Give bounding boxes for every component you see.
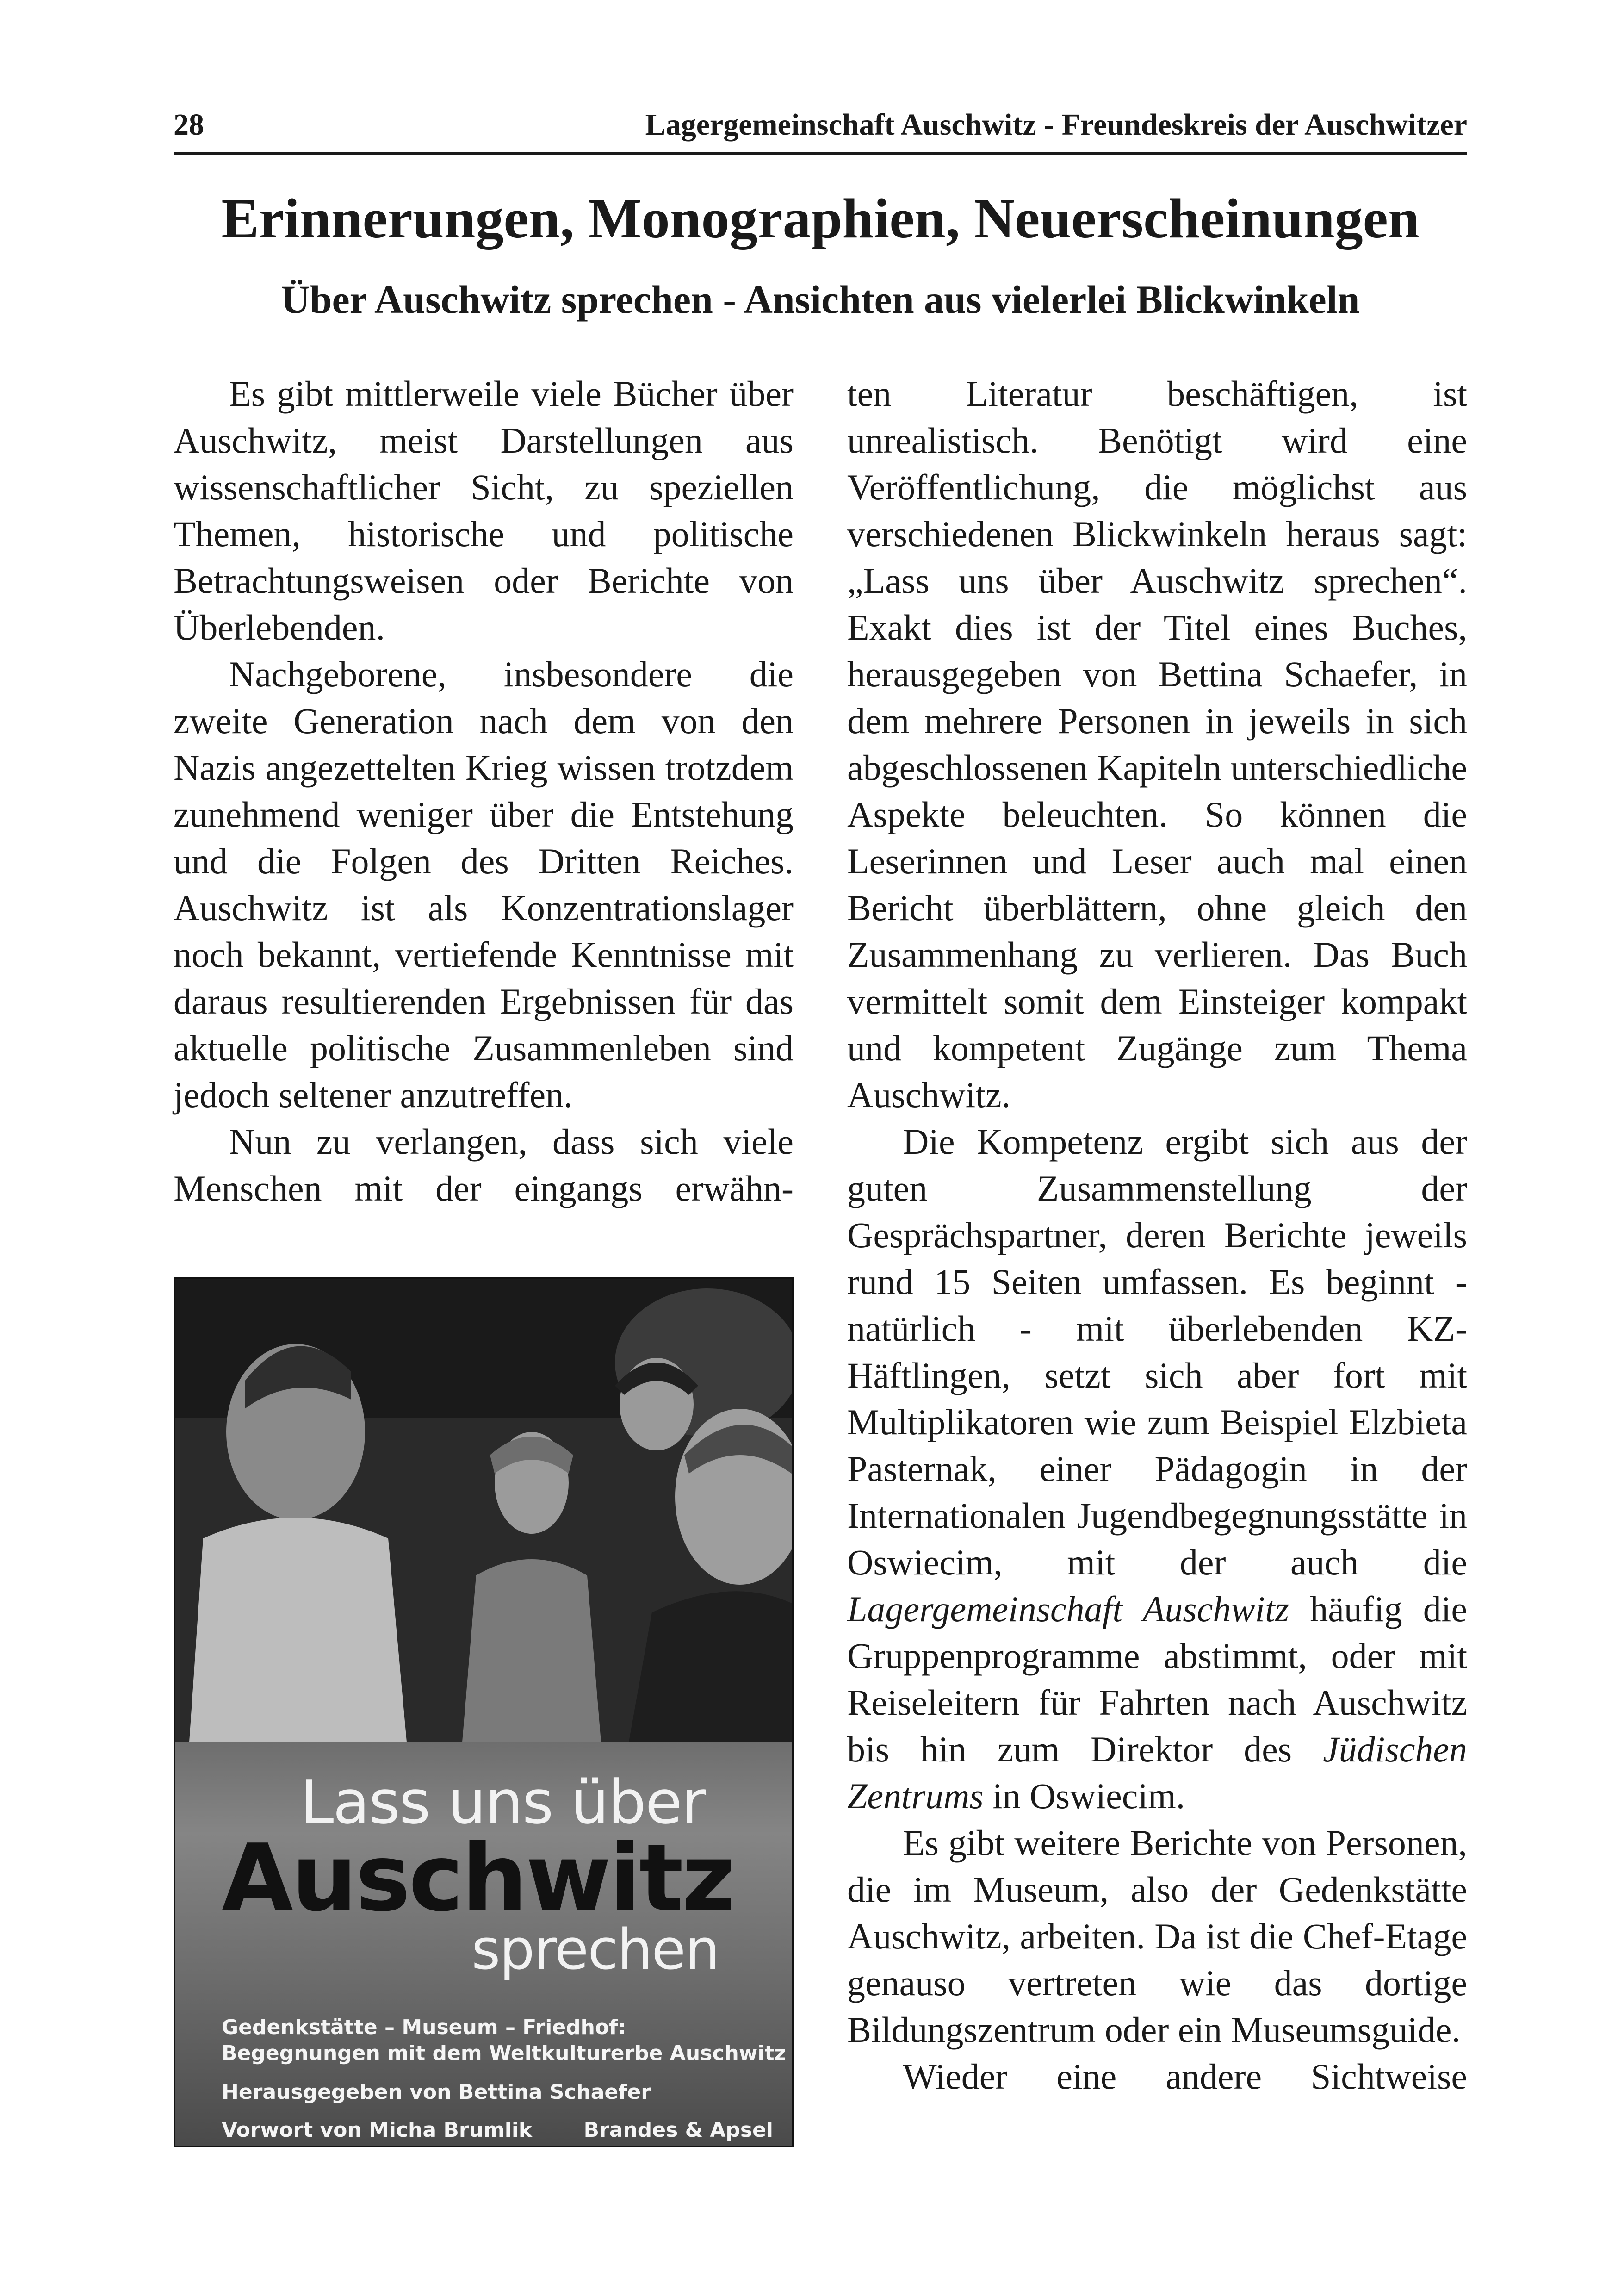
article-subtitle: Über Auschwitz sprechen - Ansichten aus vielerlei Blickwinkeln (281, 277, 1360, 322)
italic-organization-name: Lagergemeinschaft Auschwitz (847, 1589, 1289, 1629)
running-title: Lagergemeinschaft Auschwitz - Freundeskreis der Auschwitzer (645, 108, 1467, 142)
paragraph: Wieder eine andere Sichtweise (903, 2056, 1467, 2097)
article-title: Erinnerungen, Monographien, Neuerscheinungen (221, 187, 1420, 250)
right-column (847, 370, 1467, 2100)
paragraph: Nachgeborene, insbesondere die zweite Generation nach dem von den Nazis angezettelten Krieg wissen trotzdem zunehmend weniger über die Entstehung und die Folgen des Dritten Reiches. Auschwitz ist als Konzentrationslager noch bekannt, vertiefende Kenntnisse mit daraus resultierenden Ergebnissen für das aktuelle politische Zusammenleben sind jedoch seltener anzutreffen. (174, 654, 794, 1115)
left-column (174, 370, 794, 1212)
paragraph: Es gibt mittlerweile viele Bücher über Auschwitz, meist Darstellungen aus wissenschaftlicher Sicht, zu speziellen Themen, historische und politische Betrachtungsweisen oder Berichte von Überlebenden. (174, 373, 794, 647)
paragraph (847, 1118, 1467, 1819)
paragraph: ten Literatur beschäftigen, ist unrealistisch. Benötigt wird eine Veröffentlichung, die möglichst aus verschiedenen Blickwinkeln heraus sagt: „Lass uns über Auschwitz sprechen“. Exakt dies ist der Titel eines Buches, herausgegeben von Bettina Schaefer, in dem mehrere Personen in jeweils in sich abgeschlossenen Kapiteln unterschiedliche Aspekte beleuchten. So können die Leserinnen und Leser auch mal einen Bericht überblättern, ohne gleich den Zusammenhang zu verlieren. Das Buch vermittelt somit dem Einsteiger kompakt und kompetent Zugänge zum Thema Auschwitz. (847, 373, 1467, 1115)
italic-organization-name: Jüdischen Zentrums (847, 1729, 1468, 1816)
cover-title-line-2: Auschwitz (222, 1824, 734, 1932)
paragraph-text: in Oswiecim. (992, 1776, 1185, 1816)
book-cover-image (174, 1277, 794, 2147)
cover-subtitle-line-2: Begegnungen mit dem Weltkulturerbe Auschwitz (222, 2041, 787, 2065)
cover-title-line-1: Lass uns über (300, 1767, 706, 1837)
page-number: 28 (174, 108, 204, 142)
paragraph: Nun zu verlangen, dass sich viele Menschen mit der eingangs erwähn- (174, 1121, 794, 1208)
cover-title-line-3: sprechen (471, 1918, 719, 1982)
paragraph-text: Die Kompetenz ergibt sich aus der guten Zusammenstellung der Gesprächspartner, deren Berichte jeweils rund 15 Seiten umfassen. Es beginnt - natürlich - mit überlebenden KZ-Häftlingen, setzt sich aber fort mit Multiplikatoren wie zum Beispiel Elzbieta Pasternak, einer Pädagogin in der Internationalen Jugendbegegnungsstätte in Oswiecim, mit der auch die (847, 1121, 1467, 1582)
page-header (174, 101, 1467, 155)
cover-subtitle-line-1: Gedenkstätte – Museum – Friedhof: (222, 2016, 626, 2039)
cover-photo (175, 1279, 792, 1742)
cover-foreword: Vorwort von Micha Brumlik (222, 2118, 533, 2142)
paragraph-text: häufig die Gruppenprogramme abstimmt, oder mit Reiseleitern für Fahrten nach Auschwitz bis hin zum Direktor des (847, 1589, 1468, 1769)
cover-editor: Herausgegeben von Bettina Schaefer (222, 2080, 651, 2104)
cover-publisher: Brandes & Apsel (583, 2118, 773, 2142)
paragraph: Es gibt weitere Berichte von Personen, die im Museum, also der Gedenkstätte Auschwitz, arbeiten. Da ist die Chef-Etage genauso vertreten wie das dortige Bildungszentrum oder ein Museumsguide. (847, 1823, 1467, 2050)
